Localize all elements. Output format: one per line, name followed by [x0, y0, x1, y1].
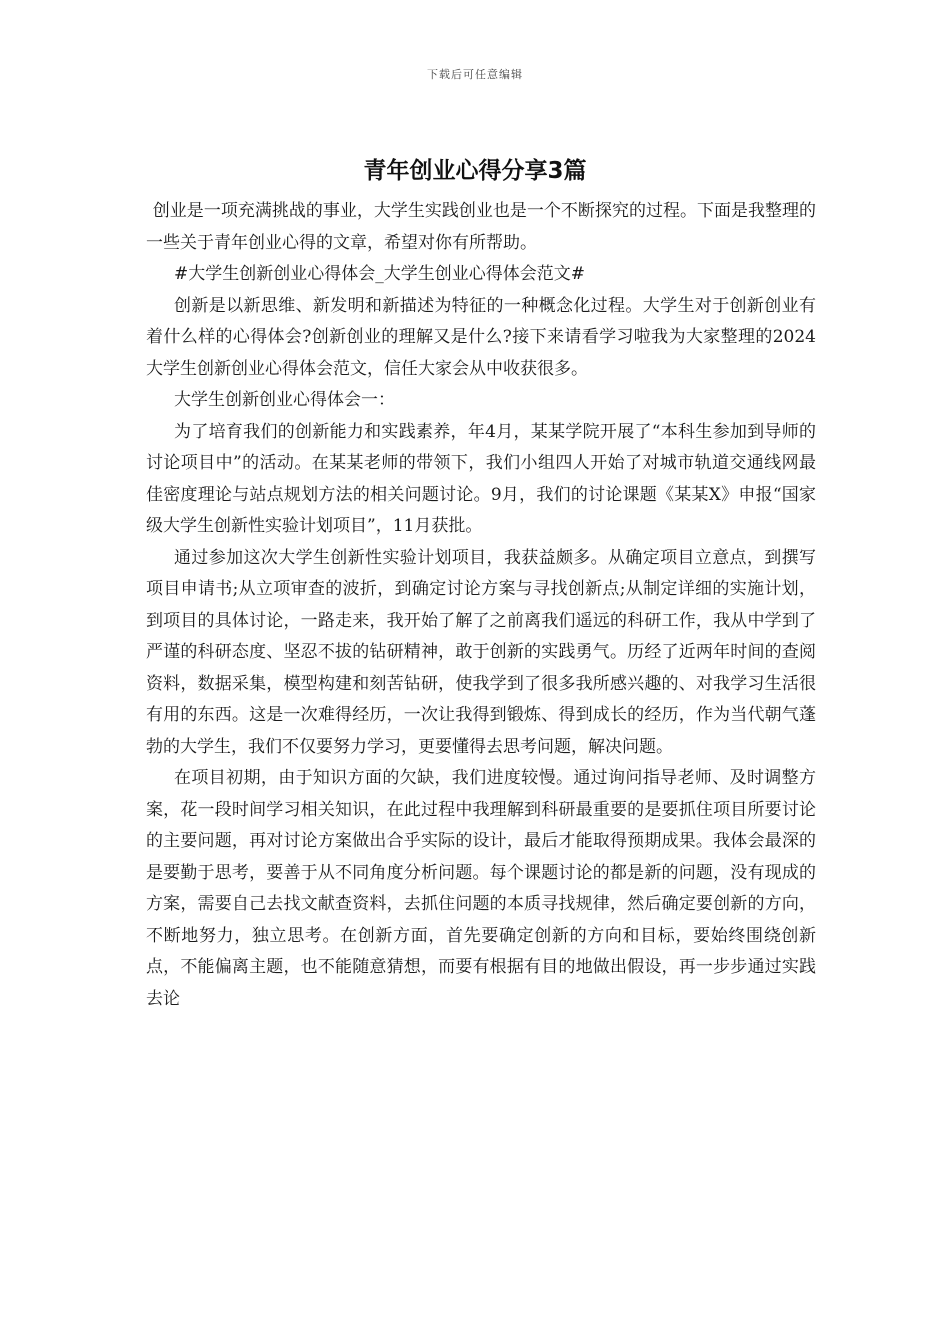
paragraph-hashtag: #大学生创新创业心得体会_大学生创业心得体会范文# [174, 264, 586, 284]
paragraph: 通过参加这次大学生创新性实验计划项目，我获益颇多。从确定项目立意点，到撰写项目申请书;从立项审查的波折，到确定讨论方案与寻找创新点;从制定详细的实施计划，到项目的具体讨论，一路走来，我开始了解了之前离我们遥远的科研工作，我从中学到了严谨的科研态度、坚忍不拔的钻研精神，敢于创新的实践勇气。历经了近两年时间的查阅资料，数据采集，模型构建和刻苦钻研，使我学到了很多我所感兴趣的、对我学习生活很有用的东西。这是一次难得经历，一次让我得到锻炼、得到成长的经历，作为当代朝气蓬勃的大学生，我们不仅要努力学习，更要懂得去思考问题，解决问题。 [146, 547, 816, 757]
paragraph-intro: 创业是一项充满挑战的事业，大学生实践创业也是一个不断探究的过程。下面是我整理的一些关于青年创业心得的文章，希望对你有所帮助。 [146, 201, 816, 253]
document-title: 青年创业心得分享3篇 [363, 158, 587, 184]
paragraph: 在项目初期，由于知识方面的欠缺，我们进度较慢。通过询问指导老师、及时调整方案，花一段时间学习相关知识，在此过程中我理解到科研最重要的是要抓住项目所要讨论的主要问题，再对讨论方案做出合乎实际的设计，最后才能取得预期成果。我体会最深的是要勤于思考，要善于从不同角度分析问题。每个课题讨论的都是新的问题，没有现成的方案，需要自己去找文献查资料，去抓住问题的本质寻找规律，然后确定要创新的方向，不断地努力，独立思考。在创新方面，首先要确定创新的方向和目标，要始终围绕创新点，不能偏离主题，也不能随意猜想，而要有根据有目的地做出假设，再一步步通过实践去论 [146, 768, 816, 1009]
header-note: 下载后可任意编辑 [427, 68, 523, 81]
section-heading: 大学生创新创业心得体会一： [174, 390, 396, 410]
paragraph: 创新是以新思维、新发明和新描述为特征的一种概念化过程。大学生对于创新创业有着什么样的心得体会?创新创业的理解又是什么?接下来请看学习啦我为大家整理的2024大学生创新创业心得体会范文，信任大家会从中收获很多。 [146, 295, 816, 379]
paragraph: 为了培育我们的创新能力和实践素养，年4月，某某学院开展了“本科生参加到导师的讨论项目中”的活动。在某某老师的带领下，我们小组四人开始了对城市轨道交通线网最佳密度理论与站点规划方法的相关问题讨论。9月，我们的讨论课题《某某X》申报“国家级大学生创新性实验计划项目”，11月获批。 [146, 421, 816, 536]
document-body [146, 196, 816, 1015]
